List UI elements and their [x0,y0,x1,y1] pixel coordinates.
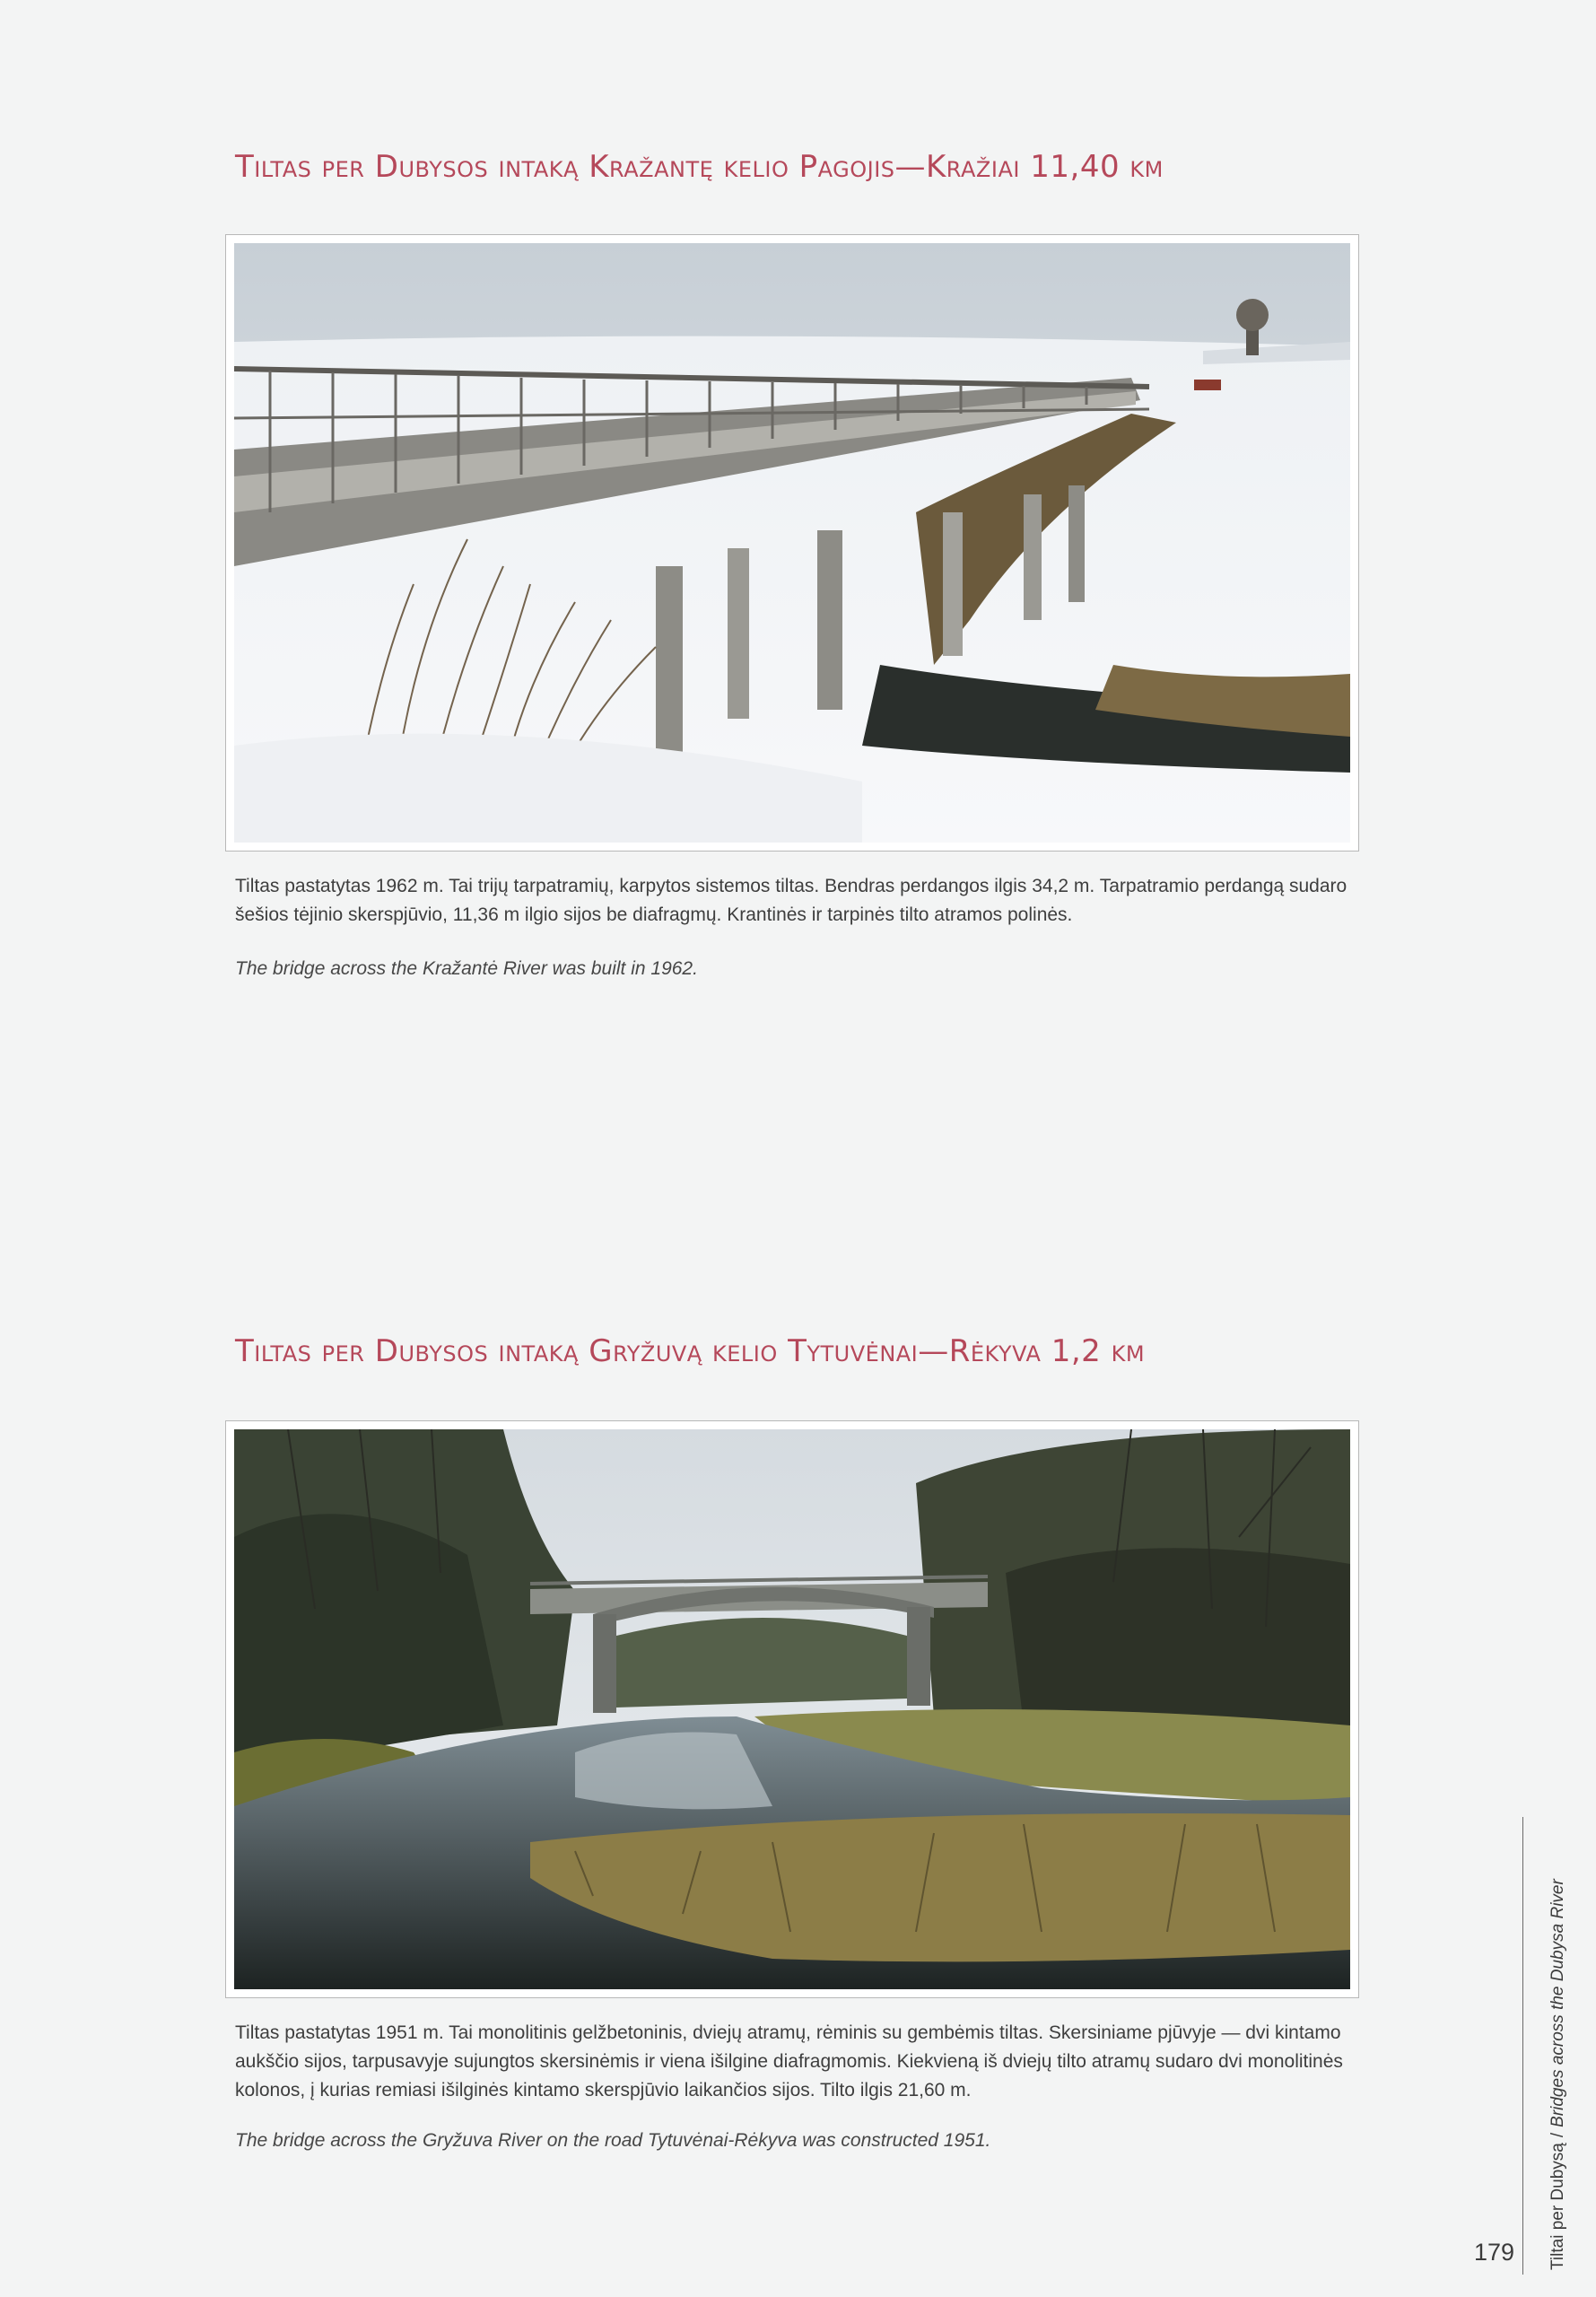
running-title-separator: / [1548,2132,1567,2138]
section-2-photo-frame [225,1420,1359,1998]
section-1-caption-english: The bridge across the Kražantė River was built in 1962. [235,958,698,979]
section-1-caption: Tiltas pastatytas 1962 m. Tai trijų tarpatramių, karpytos sistemos tiltas. Bendras perdangos ilgis 34,2 m. Tarpatramio perdangą sudaro šešios tėjinio skerspjūvio, 11,36 m ilgio sijos be diafragmų. Krantinės ir tarpinės tilto atramos polinės. [235,876,1347,925]
side-divider [1522,1817,1523,2275]
section-1-heading: Tiltas per Dubysos intaką Kražantę kelio Pagojis—Kražiai 11,40 km [235,149,1164,185]
section-2-heading: Tiltas per Dubysos intaką Gryžuvą kelio Tytuvėnai—Rėkyva 1,2 km [235,1333,1146,1369]
section-2-caption-english: The bridge across the Gryžuva River on the road Tytuvėnai-Rėkyva was constructed 1951. [235,2130,991,2151]
section-1-photo [234,243,1350,843]
running-title [1548,1879,1568,2270]
running-title-en: Bridges across the Dubysa River [1548,1879,1567,2127]
page-number: 179 [1474,2239,1515,2266]
section-2-caption: Tiltas pastatytas 1951 m. Tai monolitinis gelžbetoninis, dviejų atramų, rėminis su gembėmis tiltas. Skersiniame pjūvyje — dvi kintamo aukščio sijos, tarpusavyje sujungtos skersinėmis ir viena išilgine diafragmomis. Kiekvieną iš dviejų tilto atramų sudaro dvi monolitinės kolonos, į kurias remiasi išilginės kintamo skerspjūvio laikančios sijos. Tilto ilgis 21,60 m. [235,2022,1343,2100]
section-1-photo-frame [225,234,1359,852]
running-title-lt: Tiltai per Dubysą [1548,2143,1567,2270]
section-2-photo [234,1429,1350,1989]
